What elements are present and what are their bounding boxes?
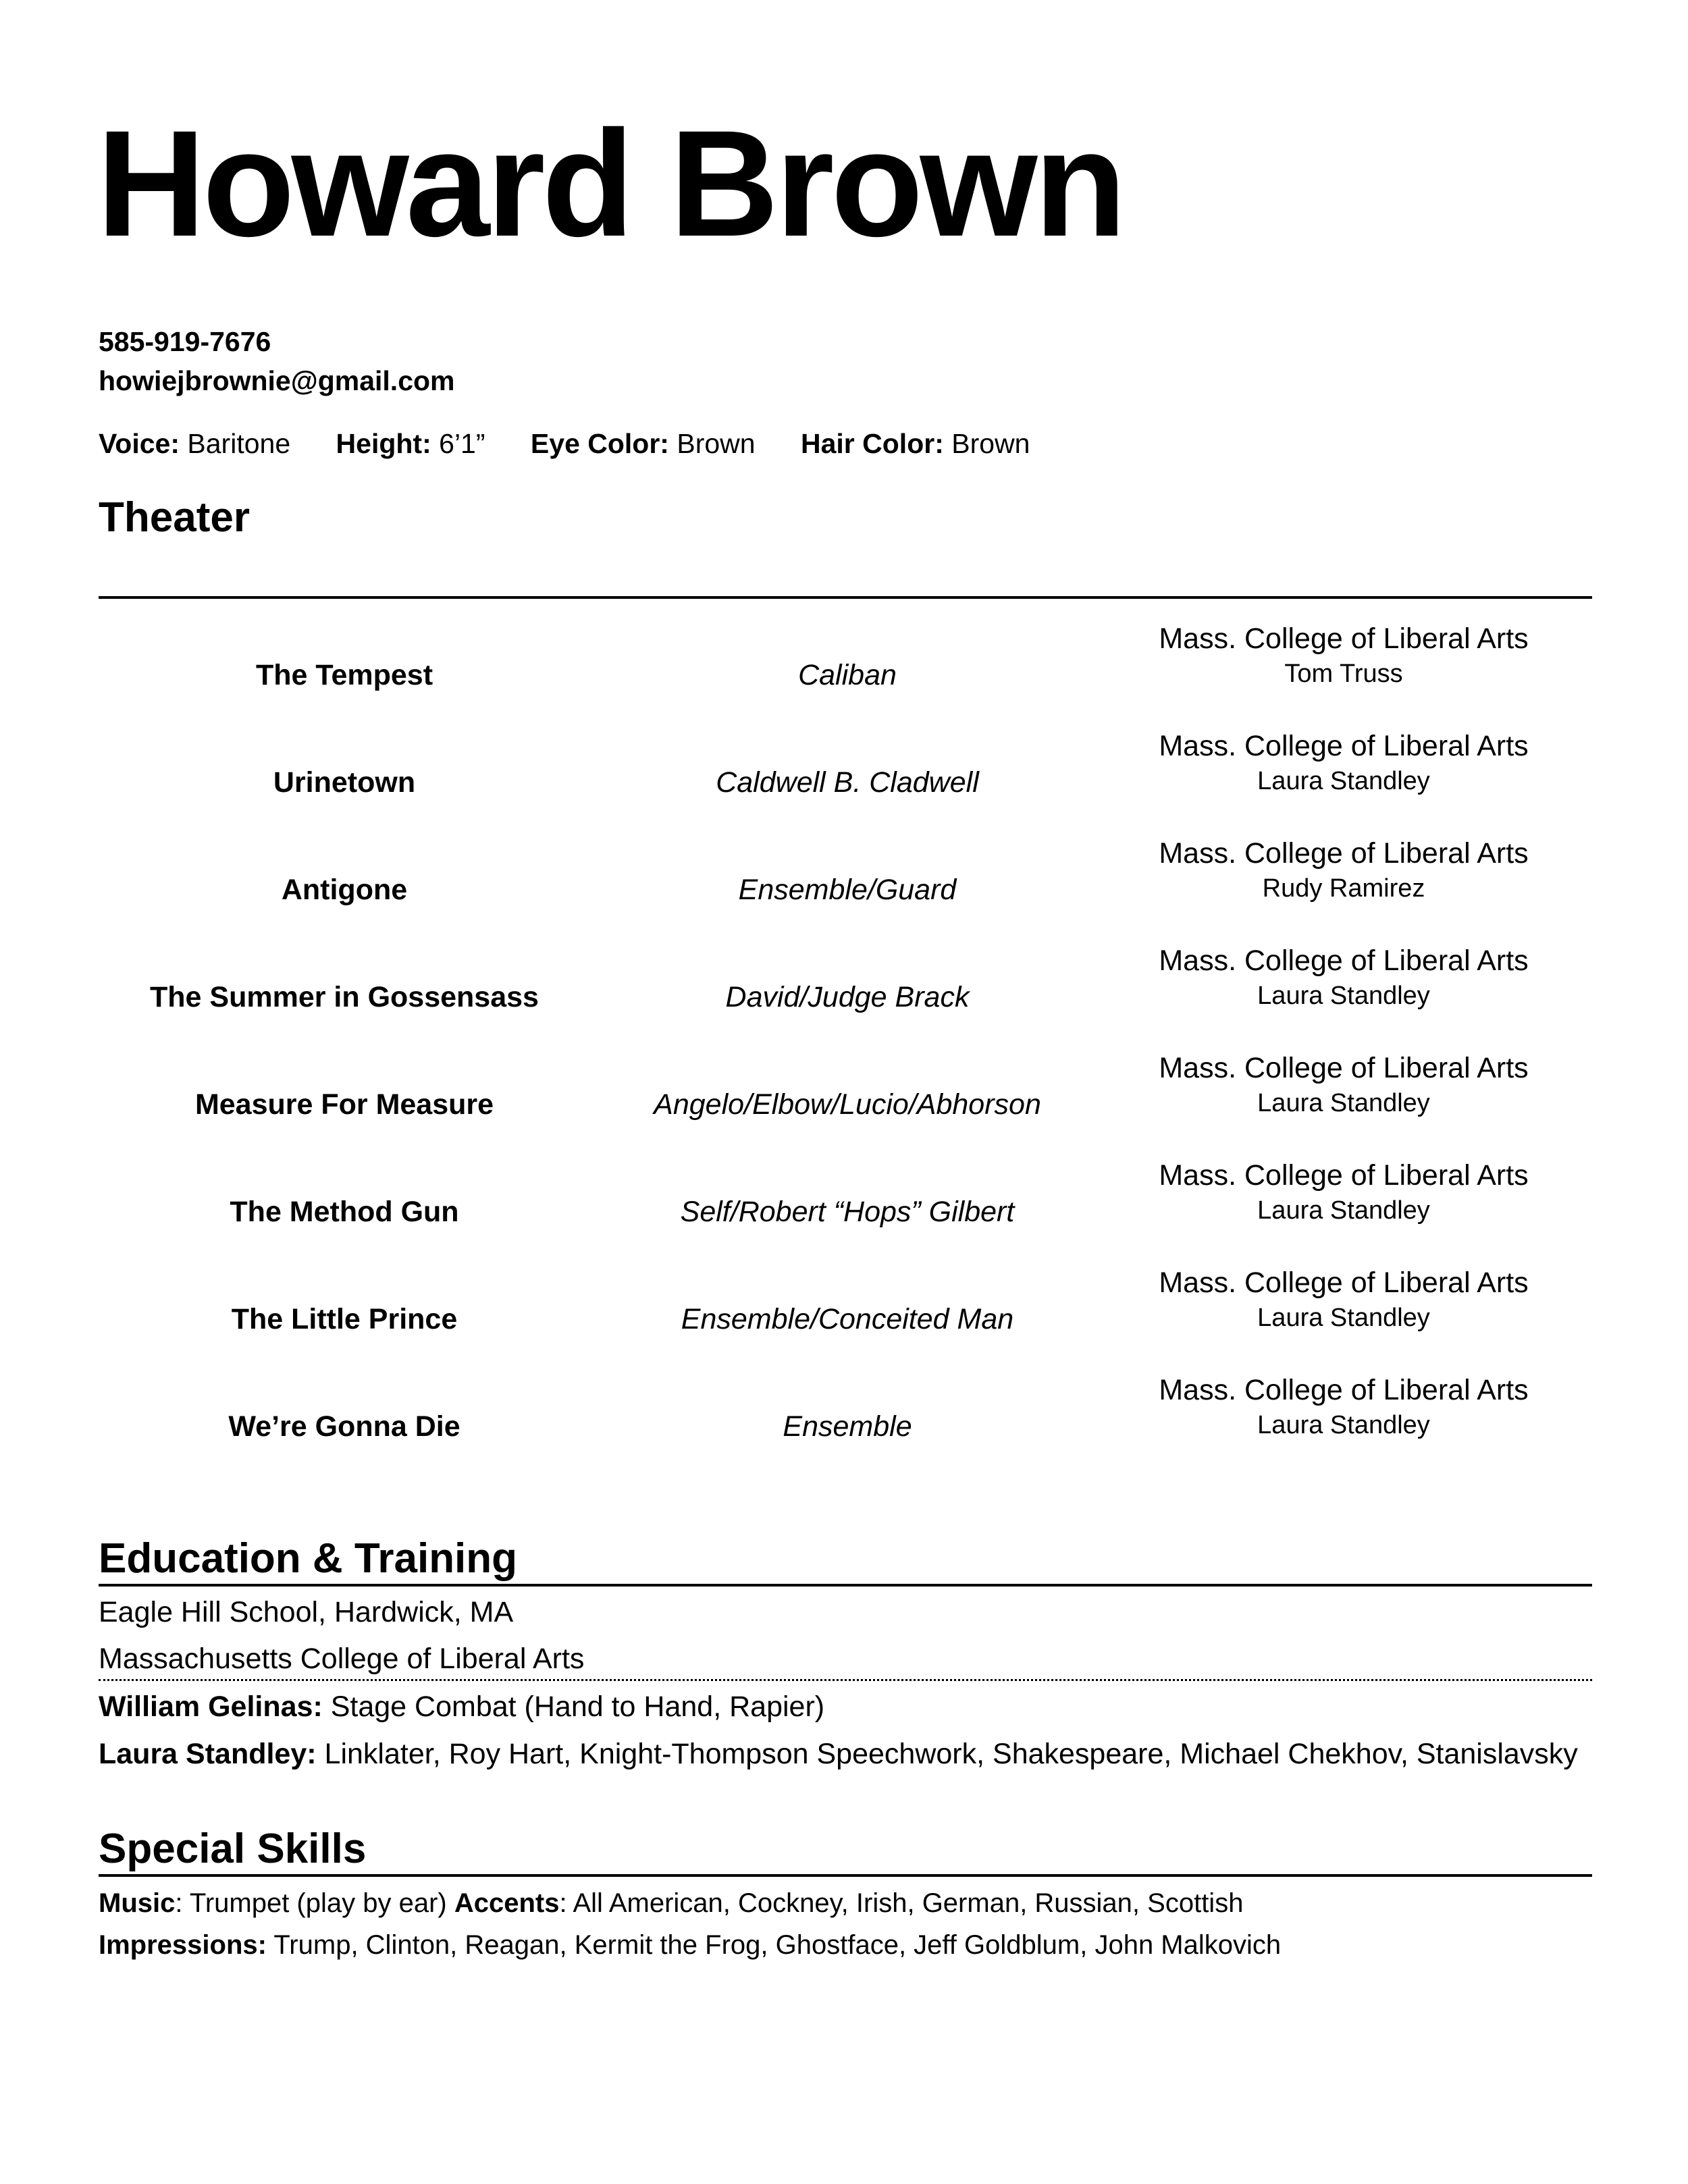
credit-show: Measure For Measure	[194, 1088, 494, 1121]
training-entry	[99, 1687, 1592, 1727]
credit-show: The Summer in Gossensass	[150, 981, 539, 1013]
credit-director: Laura Standley	[1257, 1196, 1430, 1225]
credit-show: The Method Gun	[230, 1196, 459, 1228]
credit-show: The Little Prince	[231, 1303, 458, 1335]
stat-voice	[99, 430, 290, 458]
training-details: Linklater, Roy Hart, Knight-Thompson Speechwork, Shakespeare, Michael Chekhov, Stanislavsky	[324, 1738, 1578, 1770]
special-skills-heading: Special Skills	[99, 1826, 367, 1872]
credit-venue: Mass. College of Liberal Arts	[1159, 1374, 1529, 1406]
skill-label: Music	[99, 1888, 176, 1918]
skill-value: Trump, Clinton, Reagan, Kermit the Frog, Ghostface, Jeff Goldblum, John Malkovich	[266, 1930, 1282, 1960]
credit-director: Laura Standley	[1257, 767, 1430, 795]
credit-role: David/Judge Brack	[725, 981, 970, 1013]
training-teacher: Laura Standley:	[99, 1738, 317, 1770]
credit-venue: Mass. College of Liberal Arts	[1159, 837, 1529, 870]
credit-role: Ensemble/Conceited Man	[681, 1303, 1014, 1335]
stat-value: Brown	[677, 428, 756, 459]
credit-director: Laura Standley	[1257, 1089, 1430, 1117]
special-skills-divider	[99, 1874, 1592, 1877]
credit-venue: Mass. College of Liberal Arts	[1159, 730, 1529, 762]
credit-venue: Mass. College of Liberal Arts	[1159, 1267, 1529, 1299]
skill-label: Impressions:	[99, 1930, 267, 1960]
skill-value: : Trumpet (play by ear)	[175, 1888, 454, 1918]
stat-label: Eye Color:	[530, 428, 669, 459]
stat-hair-color	[801, 430, 1030, 458]
education-school: Massachusetts College of Liberal Arts	[99, 1643, 585, 1675]
skill-label: Accents	[454, 1888, 560, 1918]
stat-value: 6’1”	[439, 428, 485, 459]
stat-value: Brown	[951, 428, 1030, 459]
credit-director: Tom Truss	[1284, 660, 1403, 688]
credit-show: Urinetown	[273, 766, 416, 799]
skills-line-music-accents	[99, 1890, 1243, 1917]
credit-role: Angelo/Elbow/Lucio/Abhorson	[654, 1088, 1041, 1121]
credit-director: Rudy Ramirez	[1262, 874, 1425, 903]
credit-role: Caliban	[798, 659, 897, 691]
education-heading: Education & Training	[99, 1535, 518, 1582]
credit-director: Laura Standley	[1257, 982, 1430, 1010]
credit-show: We’re Gonna Die	[228, 1410, 460, 1443]
credit-role: Ensemble	[783, 1410, 912, 1443]
skill-value: : All American, Cockney, Irish, German, Russian, Scottish	[559, 1888, 1244, 1918]
theater-heading: Theater	[99, 494, 250, 541]
stat-label: Hair Color:	[801, 428, 944, 459]
credit-venue: Mass. College of Liberal Arts	[1159, 1159, 1529, 1192]
credit-director: Laura Standley	[1257, 1411, 1430, 1439]
stat-label: Height:	[336, 428, 431, 459]
education-divider	[99, 1584, 1592, 1587]
credit-role: Ensemble/Guard	[738, 874, 957, 906]
credit-director: Laura Standley	[1257, 1304, 1430, 1332]
credit-role: Caldwell B. Cladwell	[716, 766, 979, 799]
stat-eye-color	[531, 430, 756, 458]
physical-stats	[99, 430, 1030, 458]
stat-label: Voice:	[99, 428, 180, 459]
training-teacher: William Gelinas:	[99, 1690, 323, 1723]
credit-role: Self/Robert “Hops” Gilbert	[680, 1196, 1015, 1228]
phone-number: 585-919-7676	[99, 326, 271, 357]
credit-show: The Tempest	[255, 659, 433, 691]
stat-height	[336, 430, 485, 458]
education-dotted-divider	[99, 1679, 1592, 1681]
training-entry	[99, 1734, 1592, 1774]
credit-venue: Mass. College of Liberal Arts	[1159, 944, 1529, 977]
education-school: Eagle Hill School, Hardwick, MA	[99, 1596, 514, 1628]
theater-divider	[99, 596, 1592, 599]
training-details: Stage Combat (Hand to Hand, Rapier)	[330, 1690, 825, 1723]
skills-line-impressions	[99, 1932, 1281, 1959]
applicant-name: Howard Brown	[97, 99, 1124, 268]
credit-venue: Mass. College of Liberal Arts	[1159, 1052, 1529, 1084]
email-address: howiejbrownie@gmail.com	[99, 365, 455, 396]
stat-value: Baritone	[187, 428, 291, 459]
credit-venue: Mass. College of Liberal Arts	[1159, 622, 1529, 655]
credit-show: Antigone	[281, 874, 408, 906]
